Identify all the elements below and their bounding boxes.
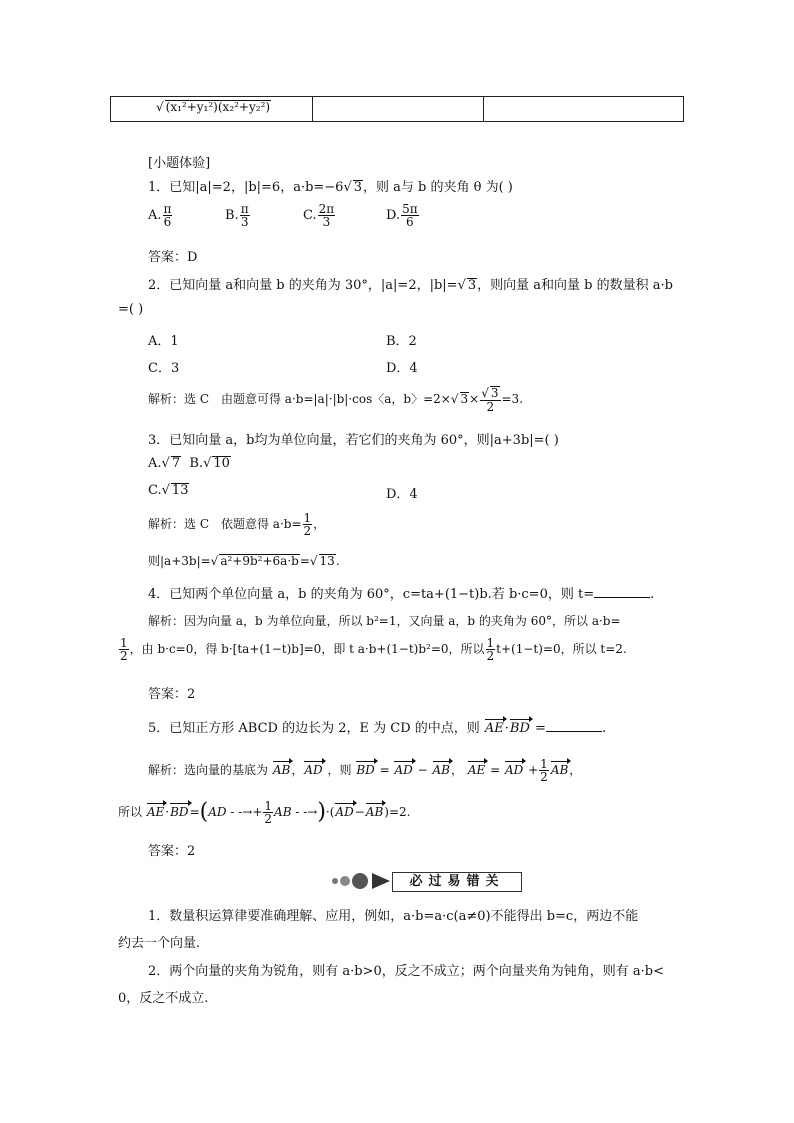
question-5-solution-line2: 所以 AE·BD=(AD - -→+ $\frac{1}{2}$ AB - -→)·(AD−AB)=2. (118, 799, 411, 826)
circle-icon (352, 873, 368, 889)
question-1-stem: 1．已知|a|=2，|b|=6，a·b=−6√ 3，则 a与 b 的夹角 θ 为( ) (148, 180, 513, 195)
question-1-option-a: A. $\frac{\pi}{6}$ (148, 202, 172, 229)
question-5-solution-line1: 解析：选向量的基底为 AB，AD ，则 BD = AD − AB， AE = AD + $\frac{1}{2}$ AB， (148, 757, 582, 784)
question-4-solution-line1: 解析：因为向量 a，b 为单位向量，所以 b²=1，又向量 a，b 的夹角为 60°，所以 a·b= (148, 614, 621, 628)
question-3-option-c: C.√ 13 (148, 483, 189, 498)
note-2-line2: 0，反之不成立. (118, 991, 209, 1006)
question-2-solution: 解析：选 C 由题意可得 a·b=|a|·|b|·cos〈a，b〉=2×√ 3× $\frac{√ 3}{2}$ =3. (148, 386, 524, 414)
formula-cell-text: √ (x₁²+y₁²)(x₂²+y₂²) (156, 100, 271, 114)
question-3-option-d: D．4 (386, 487, 418, 502)
table-cell (312, 97, 484, 121)
note-2-line1: 2．两个向量的夹角为锐角，则有 a·b>0，反之不成立；两个向量夹角为钝角，则有 a·b< (148, 964, 665, 979)
section-title: [小题体验] (148, 156, 211, 171)
question-3-solution-line2: 则|a+3b|=√ a²+9b²+6a·b=√ 13. (148, 554, 340, 568)
question-1-answer: 答案：D (148, 250, 198, 265)
question-4-solution-line2: $\frac{1}{2}$ ，由 b·c=0，得 b·[ta+(1−t)b]=0，即 t a·b+(1−t)b²=0，所以 $\frac{1}{2}$ t+(1−t)=0，所以 t=2. (120, 636, 627, 663)
banner-title: 必过易错关 (392, 872, 522, 892)
answer-blank (594, 597, 650, 598)
answer-blank (546, 731, 602, 732)
question-2-option-a: A．1 (148, 334, 179, 349)
question-2-option-c: C．3 (148, 361, 180, 376)
question-2-option-d: D．4 (386, 361, 418, 376)
question-5-stem: 5．已知正方形 ABCD 的边长为 2，E 为 CD 的中点，则 AE·BD = . (148, 717, 606, 736)
question-4-stem: 4．已知两个单位向量 a，b 的夹角为 60°，c=ta+(1−t)b.若 b·c=0，则 t= . (148, 587, 655, 602)
question-2-stem-line2: =( ) (118, 302, 144, 317)
question-2-option-b: B．2 (386, 334, 417, 349)
circle-icon (332, 878, 338, 884)
question-5-answer: 答案：2 (148, 844, 196, 859)
note-1-line1: 1．数量积运算律要准确理解、应用，例如，a·b=a·c(a≠0)不能得出 b=c，两边不能 (148, 909, 639, 924)
arrow-icon (372, 873, 390, 889)
table-cell (111, 97, 313, 121)
question-4-answer: 答案：2 (148, 687, 196, 702)
formula-table-row (110, 96, 684, 122)
question-3-solution: 解析：选 C 依题意得 a·b= $\frac{1}{2}$ ， (148, 511, 326, 538)
note-1-line2: 约去一个向量. (118, 936, 201, 951)
question-1-option-c: C. $\frac{2\pi}{3}$ (303, 202, 335, 229)
circle-icon (340, 876, 350, 886)
question-2-stem: 2．已知向量 a和向量 b 的夹角为 30°，|a|=2，|b|=√ 3，则向量 a和向量 b 的数量积 a·b (148, 278, 673, 293)
question-3-stem: 3．已知向量 a，b均为单位向量，若它们的夹角为 60°，则|a+3b|=( ) (148, 433, 559, 448)
question-3-option-a-b: A.√ 7 B.√ 10 (148, 456, 230, 471)
question-1-option-b: B. $\frac{\pi}{3}$ (225, 202, 249, 229)
question-1-option-d: D. $\frac{5\pi}{6}$ (386, 202, 418, 229)
